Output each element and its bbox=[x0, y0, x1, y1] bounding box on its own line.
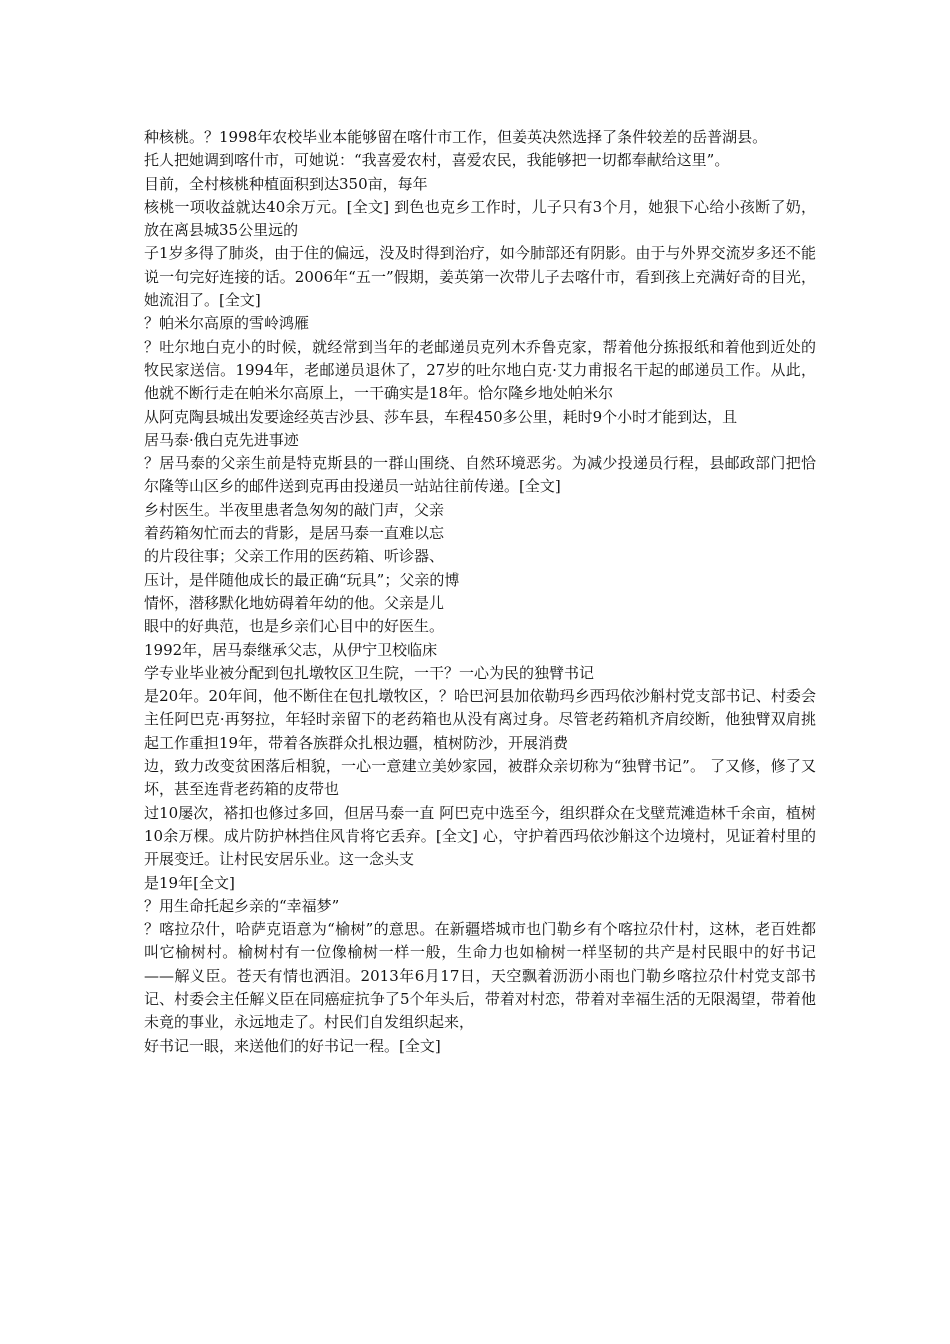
paragraph-1: 种核桃。？1998年农校毕业本能够留在喀什市工作，但姜英决然选择了条件较差的岳普湖县。 bbox=[144, 128, 768, 146]
section-title-jumatai: 居马泰·俄白克先进事迹 bbox=[144, 430, 299, 449]
paragraph-12: 着药箱匆忙而去的背影，是居马泰一直难以忘 bbox=[144, 524, 445, 543]
paragraph-11: 乡村医生。半夜里患者急匆匆的敲门声，父亲 bbox=[144, 500, 445, 519]
section-title-happiness: ？用生命托起乡亲的“幸福梦” bbox=[144, 896, 340, 915]
paragraph-21: 过10屡次，褡扣也修过多回，但居马泰一直 阿巴克中选至今，组织群众在戈壁荒滩造林千余亩，植树10余万棵。成片防护林挡住风肯将它丢弃。[全文] 心，守护着西玛依沙斛这个边境村，见证着村里的开展变迁。让村民安居乐业。这一念头支 bbox=[144, 803, 816, 869]
paragraph-13: 的片段往事；父亲工作用的医药箱、听诊器、 bbox=[144, 547, 445, 566]
paragraph-8: 从阿克陶县城出发要途经英吉沙县、莎车县，车程450多公里，耗时9个小时才能到达，且 bbox=[144, 407, 738, 426]
paragraph-10: ？居马泰的父亲生前是特克斯县的一群山围绕、自然环境恶劣。为减少投递员行程，县邮政部门把恰尔隆等山区乡的邮件送到克再由投递员一站站往前传递。[全文] bbox=[144, 454, 816, 496]
paragraph-17: 1992年，居马泰继承父志，从伊宁卫校临床 bbox=[144, 640, 438, 659]
paragraph-18: 学专业毕业被分配到包扎墩牧区卫生院，一干？一心为民的独臂书记 bbox=[144, 663, 595, 682]
paragraph-7: ？吐尔地白克小的时候，就经常到当年的老邮递员克列木乔鲁克家，帮着他分拣报纸和着他到近处的牧民家送信。1994年，老邮递员退休了，27岁的吐尔地白克·艾力甫报名干起的邮递员工作。从此，他就不断行走在帕米尔高原上，一干确实是18年。恰尔隆乡地处帕米尔 bbox=[144, 337, 816, 403]
paragraph-19: 是20年。20年间，他不断住在包扎墩牧区，？哈巴河县加依勒玛乡西玛依沙斛村党支部书记、村委会主任阿巴克·再努拉，年轻时亲留下的老药箱也从没有离过身。尽管老药箱机齐肩绞断，他独臂双肩挑起工作重担19年，带着各族群众扎根边疆，植树防沙，开展消费 bbox=[144, 687, 816, 752]
paragraph-5: 子1岁多得了肺炎，由于住的偏远，没及时得到治疗，如今肺部还有阴影。由于与外界交流岁多还不能说一句完好连接的话。2006年“五一”假期，姜英第一次带儿子去喀什市，看到孩上充满好奇的目光，她流泪了。[全文] bbox=[144, 244, 816, 310]
paragraph-14: 压计，是伴随他成长的最正确“玩具”；父亲的博 bbox=[144, 570, 460, 589]
paragraph-22: 是19年[全文] bbox=[144, 873, 235, 892]
paragraph-24: ？喀拉尕什，哈萨克语意为“榆树”的意思。在新疆塔城市也门勒乡有个喀拉尕什村，这林，老百姓都叫它榆树村。榆树村有一位像榆树一样一般，生命力也如榆树一样坚韧的共产是村民眼中的好书记——解义臣。苍天有情也洒泪。2013年6月17日，天空飘着沥沥小雨也门勒乡喀拉尕什村党支部书记、村委会主任解义臣在同癌症抗争了5个年头后，带着对村恋，带着对幸福生活的无限渴望，带着他未竟的事业，永远地走了。村民们自发组织起来， bbox=[144, 920, 816, 1032]
paragraph-3: 目前，全村核桃种植面积到达350亩，每年 bbox=[144, 174, 428, 193]
paragraph-20: 边，致力改变贫困落后相貌，一心一意建立美妙家园，被群众亲切称为“独臂书记”。 了又修，修了又坏，甚至连背老药箱的皮带也 bbox=[144, 757, 816, 799]
paragraph-4: 核桃一项收益就达40余万元。[全文] 到色也克乡工作时，儿子只有3个月，她狠下心给小孩断了奶，放在离县城35公里远的 bbox=[144, 197, 816, 240]
paragraph-25: 好书记一眼，来送他们的好书记一程。[全文] bbox=[144, 1036, 441, 1055]
paragraph-16: 眼中的好典范，也是乡亲们心目中的好医生。 bbox=[144, 617, 445, 636]
paragraph-15: 情怀，潜移默化地妨碍着年幼的他。父亲是儿 bbox=[144, 593, 445, 612]
section-title-pamir: ？帕米尔高原的雪岭鸿雁 bbox=[144, 314, 310, 333]
document-body bbox=[144, 126, 816, 1058]
paragraph-2: 托人把她调到喀什市，可她说：“我喜爱农村，喜爱农民，我能够把一切都奉献给这里”。 bbox=[144, 151, 730, 170]
